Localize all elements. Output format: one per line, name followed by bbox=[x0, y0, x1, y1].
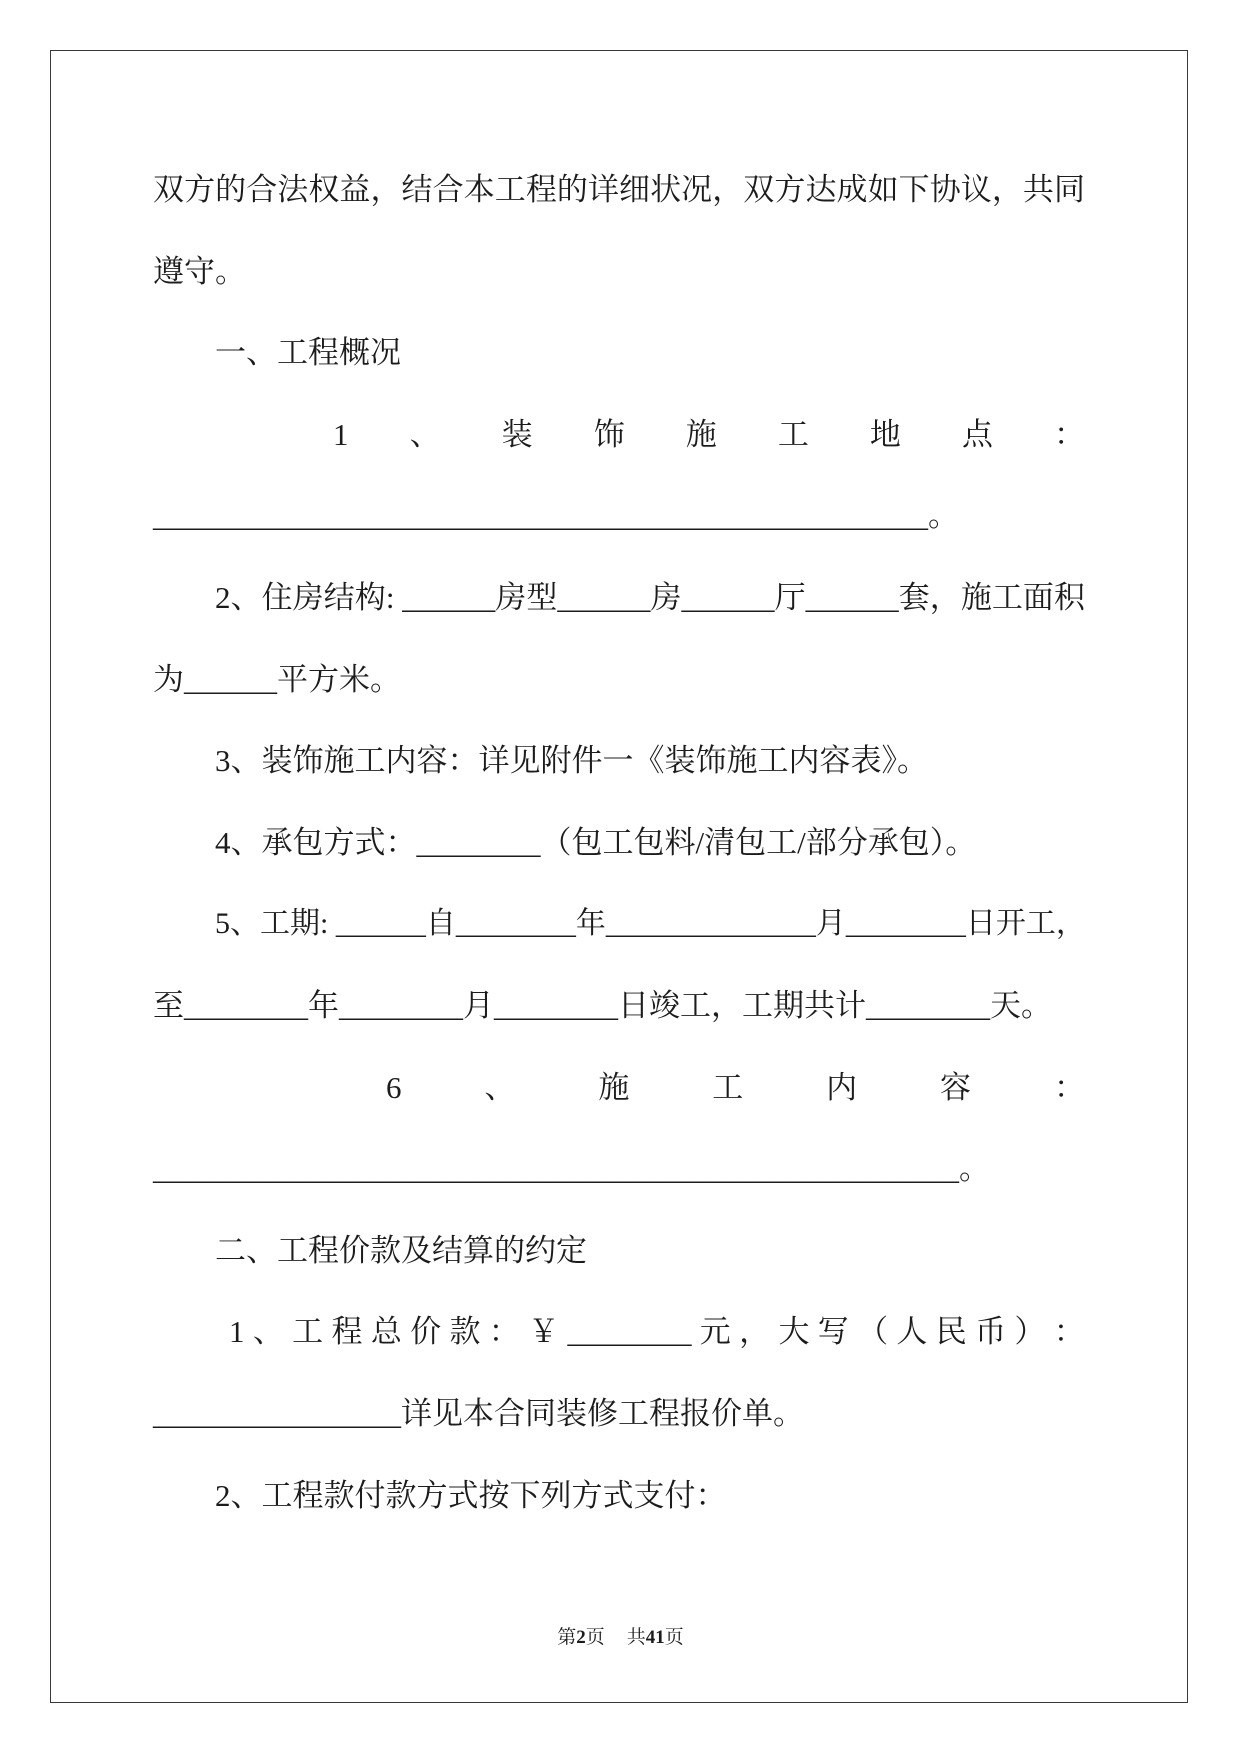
spread-character: ： bbox=[1053, 1314, 1085, 1350]
spread-character: ： bbox=[1054, 416, 1085, 452]
spread-character: 装 bbox=[501, 416, 533, 452]
intro-text-line-2: 遵守。 bbox=[153, 253, 246, 289]
current-page-indicator bbox=[557, 1627, 605, 1648]
item-5-schedule-line-1: 5、工期: ______自________年______________月________日开工， bbox=[215, 907, 1086, 941]
item-5-schedule-line-2: 至________年________月________日竣工，工期共计________天。 bbox=[153, 987, 1052, 1023]
spread-character: 工 bbox=[777, 416, 809, 452]
current-page-prefix: 第 bbox=[557, 1627, 577, 1648]
spread-character: 6 bbox=[386, 1069, 402, 1105]
spread-character: ： bbox=[1053, 1069, 1085, 1105]
item-2-housing-structure-line-1: 2、住房结构: ______房型______房______厅______套，施工面积 bbox=[215, 579, 1085, 615]
spread-character: 1 bbox=[229, 1314, 245, 1350]
item-1-site-label bbox=[153, 394, 1085, 476]
price-total-line-2: ________________详见本合同装修工程报价单。 bbox=[153, 1395, 804, 1431]
spread-character: ________ bbox=[567, 1314, 692, 1350]
spread-character: 施 bbox=[685, 416, 717, 452]
spread-character: 价 bbox=[410, 1314, 442, 1350]
spread-character: ￥ bbox=[528, 1314, 560, 1350]
spread-character: 饰 bbox=[593, 416, 625, 452]
payment-method-line: 2、工程款付款方式按下列方式支付： bbox=[215, 1477, 727, 1513]
intro-text-line-1: 双方的合法权益，结合本工程的详细状况，双方达成如下协议，共同 bbox=[153, 172, 1085, 207]
current-page-suffix: 页 bbox=[585, 1627, 605, 1648]
price-total-line-1 bbox=[153, 1291, 1085, 1373]
spread-character: 、 bbox=[409, 416, 441, 452]
item-2-housing-structure-line-2: 为______平方米。 bbox=[153, 661, 401, 697]
section-heading-price-settlement: 二、工程价款及结算的约定 bbox=[215, 1232, 587, 1268]
section-heading-project-overview: 一、工程概况 bbox=[215, 335, 401, 371]
spread-character: ） bbox=[1014, 1314, 1046, 1350]
spread-character: ， bbox=[739, 1314, 771, 1350]
spread-character: 人 bbox=[896, 1314, 928, 1350]
spread-character: 容 bbox=[940, 1069, 972, 1105]
spread-character: 币 bbox=[975, 1314, 1007, 1350]
spread-character: 点 bbox=[961, 416, 993, 452]
item-6-content-label bbox=[153, 1047, 1085, 1129]
spread-character: 款 bbox=[449, 1314, 481, 1350]
spread-character: 元 bbox=[699, 1314, 731, 1350]
current-page-number: 2 bbox=[576, 1627, 586, 1648]
total-pages-number: 41 bbox=[645, 1627, 665, 1648]
spread-character: 工 bbox=[292, 1314, 324, 1350]
item-6-content-blank: ____________________________________________________。 bbox=[153, 1151, 990, 1187]
spread-character: ： bbox=[488, 1314, 520, 1350]
total-pages-indicator bbox=[627, 1627, 684, 1648]
spread-character: 民 bbox=[935, 1314, 967, 1350]
spread-character: 程 bbox=[331, 1314, 363, 1350]
item-1-site-blank: __________________________________________________。 bbox=[153, 498, 959, 534]
page-footer bbox=[0, 1625, 1241, 1651]
total-pages-suffix: 页 bbox=[664, 1627, 684, 1648]
spread-character: 、 bbox=[252, 1314, 284, 1350]
spread-character: 、 bbox=[484, 1069, 516, 1105]
total-pages-prefix: 共 bbox=[626, 1627, 646, 1648]
spread-character: （ bbox=[857, 1314, 889, 1350]
spread-character: 内 bbox=[826, 1069, 858, 1105]
spread-character: 施 bbox=[598, 1069, 630, 1105]
spread-character: 大 bbox=[778, 1314, 810, 1350]
spread-character: 1 bbox=[333, 416, 349, 452]
item-4-contract-method: 4、承包方式：________（包工包料/清包工/部分承包）。 bbox=[215, 824, 977, 860]
document-body bbox=[153, 149, 1085, 1536]
spread-character: 总 bbox=[370, 1314, 402, 1350]
spread-character: 工 bbox=[712, 1069, 744, 1105]
item-3-construction-content: 3、装饰施工内容：详见附件一《装饰施工内容表》。 bbox=[215, 743, 928, 779]
spread-character: 写 bbox=[817, 1314, 849, 1350]
spread-character: 地 bbox=[869, 416, 901, 452]
